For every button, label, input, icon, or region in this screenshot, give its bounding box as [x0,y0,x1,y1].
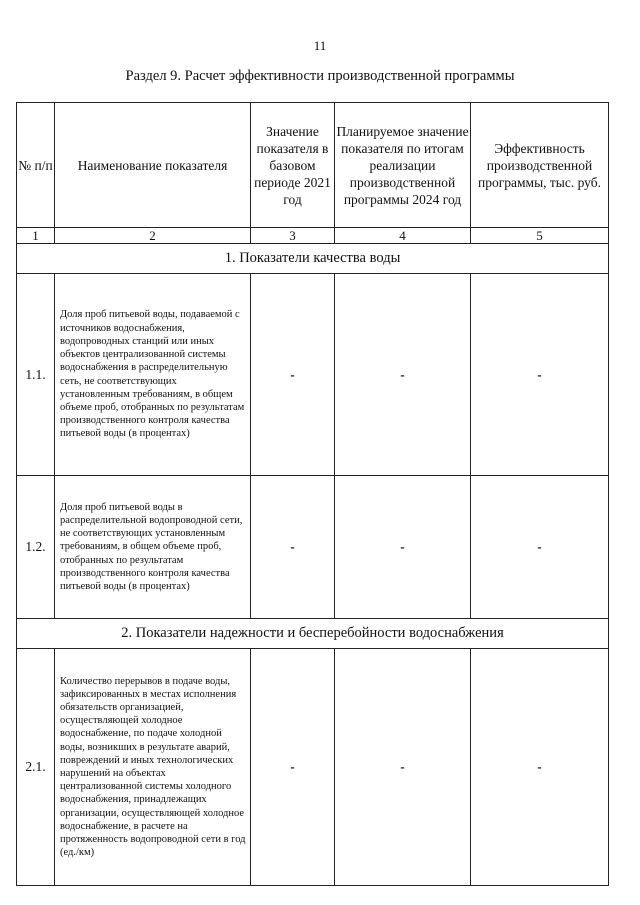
group-header-row [17,244,609,274]
header-number: № п/п [17,103,55,228]
table-row [17,476,609,619]
header-efficiency: Эффективность производственной программы, тыс. руб. [471,103,609,228]
section-title: Раздел 9. Расчет эффективности производственной программы [125,68,515,84]
column-number: 3 [251,228,335,244]
row-index: 1.2. [17,476,55,619]
row-indicator-name: Доля проб питьевой воды, подаваемой с источников водоснабжения, водопроводных станций или иных объектов централизованной системы водоснабжения в распределительную сеть, не соответствующих установленным требованиям, в общем объеме проб, отобранных по результатам производственного контроля качества питьевой воды (в процентах) [55,274,251,476]
row-efficiency-value: - [471,649,609,886]
efficiency-table [16,102,609,886]
header-planned-value: Планируемое значение показателя по итогам реализации производственной программы 2024 год [335,103,471,228]
row-index: 1.1. [17,274,55,476]
row-planned-value: - [335,649,471,886]
group-header-row [17,619,609,649]
row-base-value: - [251,649,335,886]
header-indicator-name: Наименование показателя [55,103,251,228]
column-number: 5 [471,228,609,244]
header-base-value: Значение показателя в базовом периоде 2021 год [251,103,335,228]
row-index: 2.1. [17,649,55,886]
row-indicator-name: Доля проб питьевой воды в распределительной водопроводной сети, не соответствующих установленным требованиям, в общем объеме проб, отобранных по результатам производственного контроля качества питьевой воды (в процентах) [55,476,251,619]
column-number: 2 [55,228,251,244]
column-number: 4 [335,228,471,244]
row-base-value: - [251,476,335,619]
page-number: 11 [313,38,327,53]
group-title: 2. Показатели надежности и бесперебойности водоснабжения [17,619,609,649]
row-planned-value: - [335,274,471,476]
row-planned-value: - [335,476,471,619]
table-row [17,274,609,476]
row-efficiency-value: - [471,274,609,476]
header-row [17,103,609,228]
row-base-value: - [251,274,335,476]
column-number: 1 [17,228,55,244]
table-row [17,649,609,886]
column-numbers-row [17,228,609,244]
row-indicator-name: Количество перерывов в подаче воды, зафиксированных в местах исполнения обязательств организацией, осуществляющей холодное водоснабжение, по подаче холодной воды, возникших в результате аварий, повреждений и иных технологических нарушений на объектах централизованной системы холодного водоснабжения, принадлежащих организации, осуществляющей холодное водоснабжение, в расчете на протяженность водопроводной сети в год (ед./км) [55,649,251,886]
group-title: 1. Показатели качества воды [17,244,609,274]
row-efficiency-value: - [471,476,609,619]
